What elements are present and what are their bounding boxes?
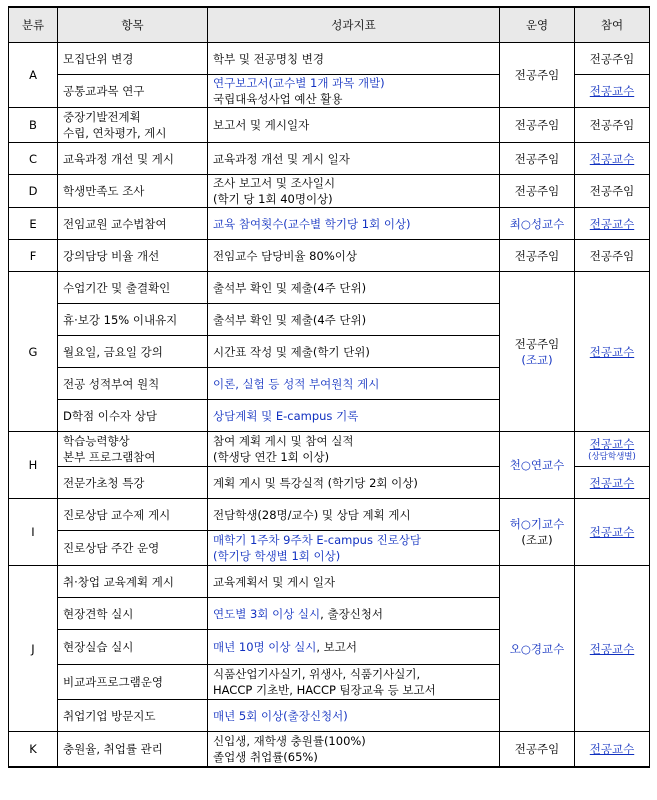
indicator-cell [208,75,500,108]
indicator-cell [208,175,500,208]
category-label: B [9,108,58,143]
participation-cell [575,499,650,566]
item-cell [58,108,208,143]
item-cell: 취·창업 교육계획 게시 [58,566,208,598]
category-label: F [9,240,58,272]
category-label: D [9,175,58,208]
item-line: 수립, 연차평가, 게시 [63,126,167,140]
participation-link[interactable]: 전공교수 [589,151,635,166]
indicator-line: 연구보고서(교수별 1개 과목 개발) [213,76,385,90]
item-cell: 취업기업 방문지도 [58,700,208,732]
participation-link[interactable]: 전공교수 [589,475,635,490]
item-line: 본부 프로그램참여 [63,450,156,464]
category-label: G [9,272,58,432]
operation-cell: 오○경교수 [500,566,575,732]
table-row [9,432,650,467]
table-row [9,175,650,208]
indicator-cell: 학부 및 전공명칭 변경 [208,43,500,75]
item-cell: 전임교원 교수법참여 [58,208,208,240]
table-row [9,43,650,75]
operation-cell: 전공주임 [500,732,575,768]
indicator-line: 국립대육성사업 예산 활용 [213,92,343,106]
item-cell: D학점 이수자 상담 [58,400,208,432]
header-item: 항목 [58,7,208,43]
operation-line: 전공주임 [514,336,560,351]
operation-cell [500,499,575,566]
category-label: I [9,499,58,566]
category-label: C [9,143,58,175]
indicator-cell: 계획 게시 및 특강실적 (학기당 2회 이상) [208,467,500,499]
operation-cell: 전공주임 [500,108,575,143]
category-label: K [9,732,58,768]
table-row [9,566,650,598]
indicator-cell: 출석부 확인 및 제출(4주 단위) [208,304,500,336]
header-participation: 참여 [575,7,650,43]
participation-note: (상담학생별) [588,451,636,462]
item-cell: 모집단위 변경 [58,43,208,75]
operation-cell: 전공주임 [500,175,575,208]
participation-link[interactable]: 전공교수 [589,216,635,231]
table-row [9,208,650,240]
table-row [9,143,650,175]
operation-line: (조교) [521,352,553,367]
participation-cell [575,208,650,240]
operation-cell: 최○성교수 [500,208,575,240]
item-cell: 충원율, 취업률 관리 [58,732,208,768]
indicator-cell [208,665,500,700]
indicator-cell: 교육과정 개선 및 게시 일자 [208,143,500,175]
item-line: 중장기발전계획 [63,110,141,124]
indicator-cell: 보고서 및 게시일자 [208,108,500,143]
item-cell: 진로상담 주간 운영 [58,531,208,566]
indicator-line: 조사 보고서 및 조사일시 [213,176,336,190]
indicator-line: (학기 당 1회 40명이상) [213,192,333,206]
indicator-highlight: 매년 10명 이상 실시 [213,640,317,654]
item-cell: 전공 성적부여 원칙 [58,368,208,400]
category-label: H [9,432,58,499]
indicator-highlight: 연도별 3회 이상 실시 [213,606,321,621]
participation-cell [575,467,650,499]
participation-link[interactable]: 전공교수 [589,525,635,539]
item-cell: 월요일, 금요일 강의 [58,336,208,368]
table-row [9,108,650,143]
participation-link[interactable]: 전공교수 [589,641,635,656]
participation-cell: 전공주임 [575,43,650,75]
indicator-rest: , 보고서 [316,640,358,654]
operation-cell [500,272,575,432]
indicator-cell: 시간표 작성 및 제출(학기 단위) [208,336,500,368]
table-row [9,499,650,531]
participation-cell [575,143,650,175]
performance-table [8,6,650,768]
indicator-cell: 이론, 실험 등 성적 부여원칙 게시 [208,368,500,400]
category-label: A [9,43,58,108]
indicator-cell: 상담계획 및 E-campus 기록 [208,400,500,432]
indicator-cell: 교육 참여횟수(교수별 학기당 1회 이상) [208,208,500,240]
operation-cell: 전공주임 [500,143,575,175]
indicator-cell [208,732,500,768]
table-row [9,732,650,768]
operation-line: 허○기교수 [509,517,565,531]
item-cell: 전문가초청 특강 [58,467,208,499]
item-cell: 비교과프로그램운영 [58,665,208,700]
item-cell [58,432,208,467]
item-cell: 현장실습 실시 [58,630,208,665]
indicator-line: 신입생, 재학생 충원률(100%) [213,734,366,748]
indicator-cell: 전담학생(28명/교수) 및 상담 계획 게시 [208,499,500,531]
indicator-cell: 교육계획서 및 게시 일자 [208,566,500,598]
item-line: 학습능력향상 [63,434,130,448]
category-label: J [9,566,58,732]
indicator-line: 식품산업기사실기, 위생사, 식품기사실기, [213,667,421,681]
item-cell: 공통교과목 연구 [58,75,208,108]
operation-line: (조교) [521,533,553,547]
indicator-cell [208,598,500,630]
participation-cell [575,732,650,768]
header-category: 분류 [9,7,58,43]
item-cell: 학생만족도 조사 [58,175,208,208]
indicator-line: 매학기 1주차 9주차 E-campus 진로상담 [213,533,422,547]
indicator-line: 졸업생 취업률(65%) [213,750,318,764]
item-cell: 교육과정 개선 및 게시 [58,143,208,175]
indicator-line: HACCP 기초반, HACCP 팀장교육 등 보고서 [213,683,436,697]
item-cell: 휴·보강 15% 이내유지 [58,304,208,336]
indicator-cell [208,432,500,467]
indicator-line: (학생당 연간 1회 이상) [213,450,330,464]
item-cell: 진로상담 교수제 게시 [58,499,208,531]
item-cell: 현장견학 실시 [58,598,208,630]
indicator-cell: 전임교수 담당비율 80%이상 [208,240,500,272]
item-cell: 강의담당 비율 개선 [58,240,208,272]
indicator-cell [208,630,500,665]
indicator-line: 참여 계획 게시 및 참여 실적 [213,434,354,448]
participation-link[interactable]: 전공교수 [589,84,635,98]
participation-cell [575,432,650,467]
table-row [9,272,650,304]
indicator-cell: 출석부 확인 및 제출(4주 단위) [208,272,500,304]
operation-cell: 전공주임 [500,240,575,272]
participation-cell: 전공주임 [575,175,650,208]
participation-cell: 전공주임 [575,240,650,272]
participation-link[interactable]: 전공교수 [589,436,635,451]
participation-cell [575,75,650,108]
participation-link[interactable]: 전공교수 [589,742,635,756]
indicator-cell [208,531,500,566]
participation-cell [575,566,650,732]
header-operation: 운영 [500,7,575,43]
indicator-cell: 매년 5회 이상(출장신청서) [208,700,500,732]
category-label: E [9,208,58,240]
participation-cell [575,272,650,432]
participation-cell: 전공주임 [575,108,650,143]
participation-link[interactable]: 전공교수 [589,344,635,359]
operation-cell: 천○연교수 [500,432,575,499]
item-cell: 수업기간 및 출결확인 [58,272,208,304]
header-indicator: 성과지표 [208,7,500,43]
table-row [9,240,650,272]
operation-cell: 전공주임 [500,43,575,108]
indicator-line: (학기당 학생별 1회 이상) [213,549,341,563]
indicator-rest: , 출장신청서 [320,606,384,621]
